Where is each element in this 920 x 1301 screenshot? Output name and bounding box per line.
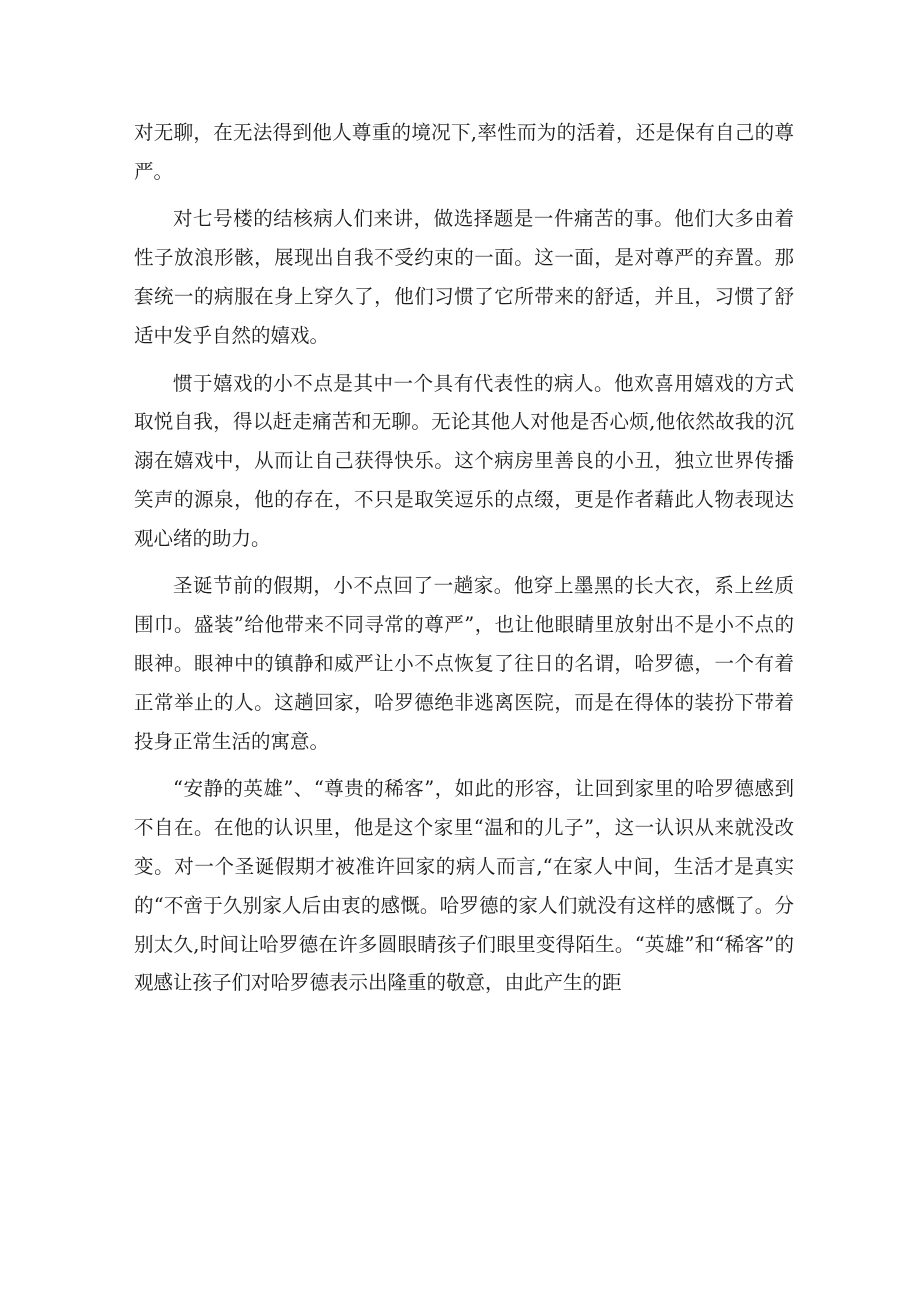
paragraph-4: 圣诞节前的假期，小不点回了一趟家。他穿上墨黑的长大衣，系上丝质围巾。盛装”给他带来不同寻常的尊严”，也让他眼睛里放射出不是小不点的眼神。眼神中的镇静和威严让小不点恢复了往日的名谓，哈罗德，一个有着正常举止的人。这趟回家，哈罗德绝非逃离医院，而是在得体的装扮下带着投身正常生活的寓意。: [134, 574, 794, 753]
paragraph-2: 对七号楼的结核病人们来讲，做选择题是一件痛苦的事。他们大多由着性子放浪形骸，展现出自我不受约束的一面。这一面，是对尊严的弃置。那套统一的病服在身上穿久了，他们习惯了它所带来的舒适，并且，习惯了舒适中发乎自然的嬉戏。: [134, 207, 794, 347]
body-text: [134, 114, 794, 1012]
paragraph-1: 对无聊，在无法得到他人尊重的境况下,率性而为的活着，还是保有自己的尊严。: [134, 121, 794, 183]
paragraph-3: 惯于嬉戏的小不点是其中一个具有代表性的病人。他欢喜用嬉戏的方式取悦自我，得以赶走痛苦和无聊。无论其他人对他是否心烦,他依然故我的沉溺在嬉戏中，从而让自己获得快乐。这个病房里善良的小丑，独立世界传播笑声的源泉，他的存在，不只是取笑逗乐的点缀，更是作者藉此人物表现达观心绪的助力。: [134, 371, 794, 550]
paragraph-5: “安静的英雄”、“尊贵的稀客”，如此的形容，让回到家里的哈罗德感到不自在。在他的认识里，他是这个家里“温和的儿子”，这一认识从来就没改变。对一个圣诞假期才被准许回家的病人而言,“在家人中间，生活才是真实的“不啻于久别家人后由衷的感慨。哈罗德的家人们就没有这样的感慨了。分别太久,时间让哈罗德在许多圆眼睛孩子们眼里变得陌生。“英雄”和“稀客”的观感让孩子们对哈罗德表示出隆重的敬意，由此产生的距: [134, 777, 794, 995]
